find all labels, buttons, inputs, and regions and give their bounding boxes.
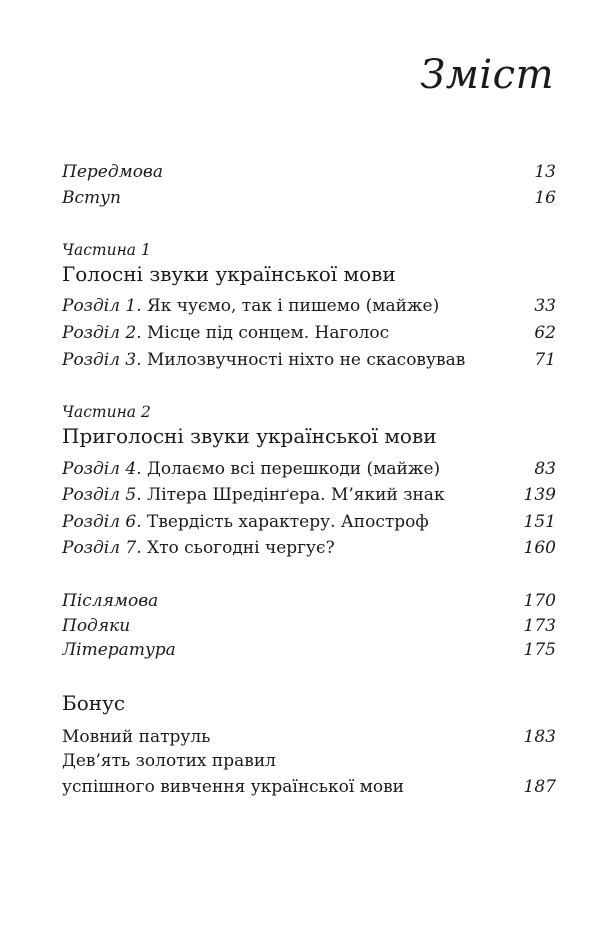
toc-entry-chapter[interactable] [62, 349, 556, 371]
chapter-prefix: Розділ 7. [62, 538, 142, 558]
toc-entry-label: Передмова [62, 162, 163, 182]
toc-entry-literature[interactable] [62, 639, 556, 661]
toc-entry-label-line2: успішного вивчення української мови [62, 777, 405, 797]
toc-page-number: 175 [523, 640, 556, 660]
toc-page-number: 151 [523, 512, 556, 532]
toc-entry-chapter[interactable] [62, 511, 556, 533]
toc-page-number: 71 [534, 350, 556, 370]
toc-entry-afterword[interactable] [62, 590, 556, 612]
chapter-prefix: Розділ 5. [62, 485, 142, 505]
chapter-title: Твердість характеру. Апостроф [147, 512, 429, 532]
toc-entry-label: Мовний патруль [62, 727, 211, 747]
toc-entry-label: Післямова [62, 591, 159, 611]
toc-entry-chapter[interactable] [62, 295, 556, 317]
toc-entry-bonus[interactable] [62, 776, 556, 798]
toc-entry-chapter[interactable] [62, 322, 556, 344]
toc-entry-label: Література [62, 640, 176, 660]
toc-page-number: 170 [523, 591, 556, 611]
toc-page-number: 139 [523, 485, 556, 505]
chapter-title: Літера Шредінґера. М’який знак [147, 485, 445, 505]
chapter-prefix: Розділ 3. [62, 350, 142, 370]
toc-entry-acknowledgements[interactable] [62, 615, 556, 637]
chapter-title: Хто сьогодні чергує? [147, 538, 335, 558]
toc-entry-chapter[interactable] [62, 458, 556, 480]
toc-page-number: 13 [534, 162, 556, 182]
bonus-heading: Бонус [62, 691, 126, 715]
part-label: Частина 1 [62, 241, 151, 259]
toc-page-number: 62 [534, 323, 556, 343]
chapter-title: Милозвучності ніхто не скасовував [147, 350, 466, 370]
toc-page-number: 16 [534, 188, 556, 208]
page-title: Зміст [420, 52, 554, 98]
chapter-title: Як чуємо, так і пишемо (майже) [147, 296, 440, 316]
chapter-prefix: Розділ 4. [62, 459, 142, 479]
part-label: Частина 2 [62, 403, 151, 421]
chapter-prefix: Розділ 1. [62, 296, 142, 316]
part-title[interactable]: Голосні звуки української мови [62, 262, 396, 286]
toc-entry-preface[interactable] [62, 161, 556, 183]
chapter-title: Місце під сонцем. Наголос [147, 323, 390, 343]
toc-page-number: 183 [523, 727, 556, 747]
toc-page-number: 160 [523, 538, 556, 558]
toc-entry-label-line1[interactable]: Дев’ять золотих правил [62, 751, 276, 771]
toc-page-number: 187 [523, 777, 556, 797]
toc-page-number: 83 [534, 459, 556, 479]
toc-entry-chapter[interactable] [62, 484, 556, 506]
toc-entry-label: Подяки [62, 616, 131, 636]
toc-entry-bonus[interactable] [62, 726, 556, 748]
toc-page-number: 33 [534, 296, 556, 316]
toc-page-number: 173 [523, 616, 556, 636]
toc-entry-label: Вступ [62, 188, 121, 208]
chapter-title: Долаємо всі перешкоди (майже) [147, 459, 441, 479]
chapter-prefix: Розділ 2. [62, 323, 142, 343]
part-title[interactable]: Приголосні звуки української мови [62, 424, 437, 448]
chapter-prefix: Розділ 6. [62, 512, 142, 532]
toc-entry-chapter[interactable] [62, 537, 556, 559]
toc-entry-introduction[interactable] [62, 187, 556, 209]
